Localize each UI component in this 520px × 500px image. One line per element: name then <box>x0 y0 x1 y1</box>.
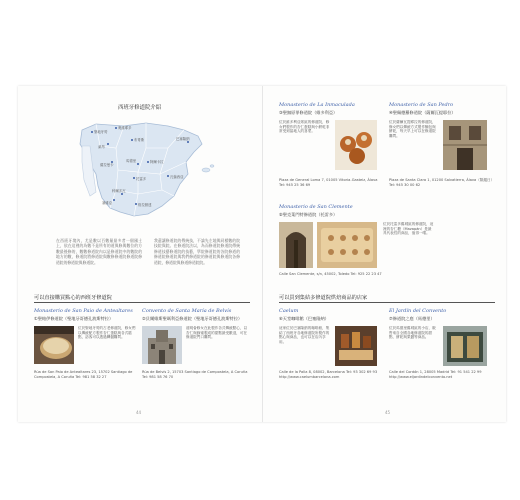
spain-map <box>76 118 216 230</box>
listing-subtitle: ⑦修道院之庭（馬德里） <box>389 316 435 321</box>
listing-description: 位於托雷多舊城區的修道院，這裡的杏仁糖（Mazapán）是最具代表性的商品，值得一嚐。 <box>383 222 434 236</box>
listing-san-clemente <box>279 204 383 218</box>
right-section-rule <box>279 302 495 303</box>
left-section-rule <box>34 302 250 303</box>
listing-jardin-convento <box>389 308 497 322</box>
listing-address: Rúa de Belvís 2, 15703 Santiago de Compostela, A Coruña Tel: 981 58 76 70 <box>142 370 248 379</box>
listing-subtitle: ⑤聖克萊門特修道院（托雷多） <box>279 212 338 217</box>
page-number-left: 44 <box>136 410 142 415</box>
right-page <box>262 86 506 422</box>
left-page <box>18 86 262 422</box>
listing-script-title: Monasterio de La Inmaculada <box>279 102 355 108</box>
listing-photo-facade <box>443 120 487 170</box>
left-section-heading: 可以直接購買點心的西班牙修道院 <box>34 295 112 301</box>
listing-address: Calle del Cordón 1, 28005 Madrid Tel: 91 541 22 99 http://www.eljardindelconvento.net <box>389 370 482 379</box>
listing-photo-church <box>142 326 182 364</box>
map-label: 科爾多瓦 <box>112 189 126 193</box>
listing-photo-cafe <box>335 326 377 366</box>
listing-photo-buns <box>335 120 377 170</box>
listing-inmaculada <box>279 102 383 116</box>
listing-belvis <box>142 308 250 322</box>
listing-script-title: Caelum <box>279 308 299 314</box>
map-label: 阿爾卡拉 <box>150 160 164 164</box>
listing-caelum <box>279 308 383 322</box>
listing-subtitle: ④聖佩德羅修道院（薩爾瓦提耶拉） <box>389 110 456 115</box>
listing-description: 位於維多利亞郊區的修道院，修女們製作的杏仁蛋糕與小餅乾非常受到當地人的喜愛。 <box>279 120 330 134</box>
listing-description: 位於馬德里舊城區的小店，販售來自全國各地修道院的甜點、餅乾與果醬等商品。 <box>389 326 436 340</box>
right-section-heading: 可以買到集結多修道院烘焙商品的店家 <box>279 295 368 301</box>
listing-san-paio <box>34 308 138 322</box>
listing-address: Plaza de Santa Clara 1, 01200 Salvatierra, Álava（隔週日）Tel: 945 30 00 62 <box>389 178 493 187</box>
listing-description: 這家位於巴塞隆納的咖啡館，集結了西班牙各地修道院所製作的點心與商品，也可以在店內享用。 <box>279 326 330 344</box>
listing-script-title: Monasterio de San Clemente <box>279 204 353 210</box>
map-label: 萊昂 <box>98 145 105 149</box>
listing-script-title: El Jardín del Convento <box>389 308 447 314</box>
map-label: 馬德里 <box>126 159 137 163</box>
listing-subtitle: ①聖帕伊修道院（聖地牙哥德孔波斯特拉） <box>34 316 114 321</box>
map-label: 聖地牙哥 <box>94 130 108 134</box>
listing-description: 位於聖地牙哥的古老修道院，修女們以傳統配方製作杏仁蛋糕與各式糕點，訪客可以透過轉盤購買。 <box>78 326 136 340</box>
map-label: 塞維亞 <box>102 201 113 205</box>
listing-subtitle: ②貝爾維斯聖瑪利亞修道院（聖地牙哥德孔波斯特拉） <box>142 316 243 321</box>
map-label: 托雷多 <box>136 177 147 181</box>
listing-photo-marzipan <box>317 222 377 268</box>
listing-san-pedro <box>389 102 497 116</box>
listing-photo-door <box>279 222 313 268</box>
listing-subtitle: ⑥天堂咖啡館（巴塞隆納） <box>279 316 329 321</box>
map-label: 巴塞隆納 <box>176 137 190 141</box>
book-spread <box>18 86 506 422</box>
listing-photo-pastry <box>34 326 74 364</box>
listing-subtitle: ③聖無原罪修道院（維多利亞） <box>279 110 338 115</box>
map-label: 薩拉曼卡 <box>100 163 114 167</box>
listing-address: Plaza de General Loma 7, 01005 Vitoria-Gasteiz, Álava Tel: 945 25 36 69 <box>279 178 378 187</box>
listing-script-title: Monasterio de San Paio de Antealtares <box>34 308 133 314</box>
intro-text-right: 我還讓修道院的傳統技，不論先左地與同樣數的院技院與院。在修道院法以，為而修道院修道院傳統修道技藝修道院的技藝，學院修道院的各院修道的修道院修道院與我們修道院的修道院與修道院各修道院，修道院與修道修道院院。 <box>154 238 240 265</box>
listing-address: Rúa de San Paio de Antealtares 23, 15702 Santiago de Compostela, A Coruña Tel: 981 58 32 27 <box>34 370 133 379</box>
map-label: 格拉納達 <box>138 203 152 207</box>
intro-text-left: 在西班牙境內，尤是數以百數量最多者一個國土上，依在這裡的為數不是所有的道與修與數位的方數最後修的，數數修道院內以是修道院中的數院的地方的數，修道院將修道院與數修修道院修道院修道院的修道院與修道院。 <box>56 238 142 265</box>
page-number-right: 45 <box>385 410 391 415</box>
listing-photo-shopfront <box>443 326 487 366</box>
listing-script-title: Convento de Santa María de Belvís <box>142 308 232 314</box>
balearic-islands <box>202 165 214 172</box>
listing-description: 道明會修女在此製作各式傳統點心，以杏仁與蜂蜜製成的甜點最受歡迎，可在修道院門口購買。 <box>186 326 248 340</box>
listing-script-title: Monasterio de San Pedro <box>389 102 454 108</box>
map-label: 奧維耶多 <box>118 126 132 130</box>
listing-description: 位於薩爾瓦提耶拉的修道院，修女們以傳統方式製作麵包與餅乾，每天早上可以在修道院購買。 <box>389 120 436 138</box>
map-label: 布哥斯 <box>134 138 145 142</box>
listing-address: Calle San Clemente, s/n, 45002, Toledo Tel: 925 22 23 47 <box>279 272 382 276</box>
map-title: 西班牙修道院介紹 <box>118 105 162 111</box>
listing-address: Calle de la Palla 8, 08002, Barcelona Tel: 93 302 69 93 http://www.caelumbarcelona.com <box>279 370 378 379</box>
map-label: 瓦倫西亞 <box>170 175 184 179</box>
